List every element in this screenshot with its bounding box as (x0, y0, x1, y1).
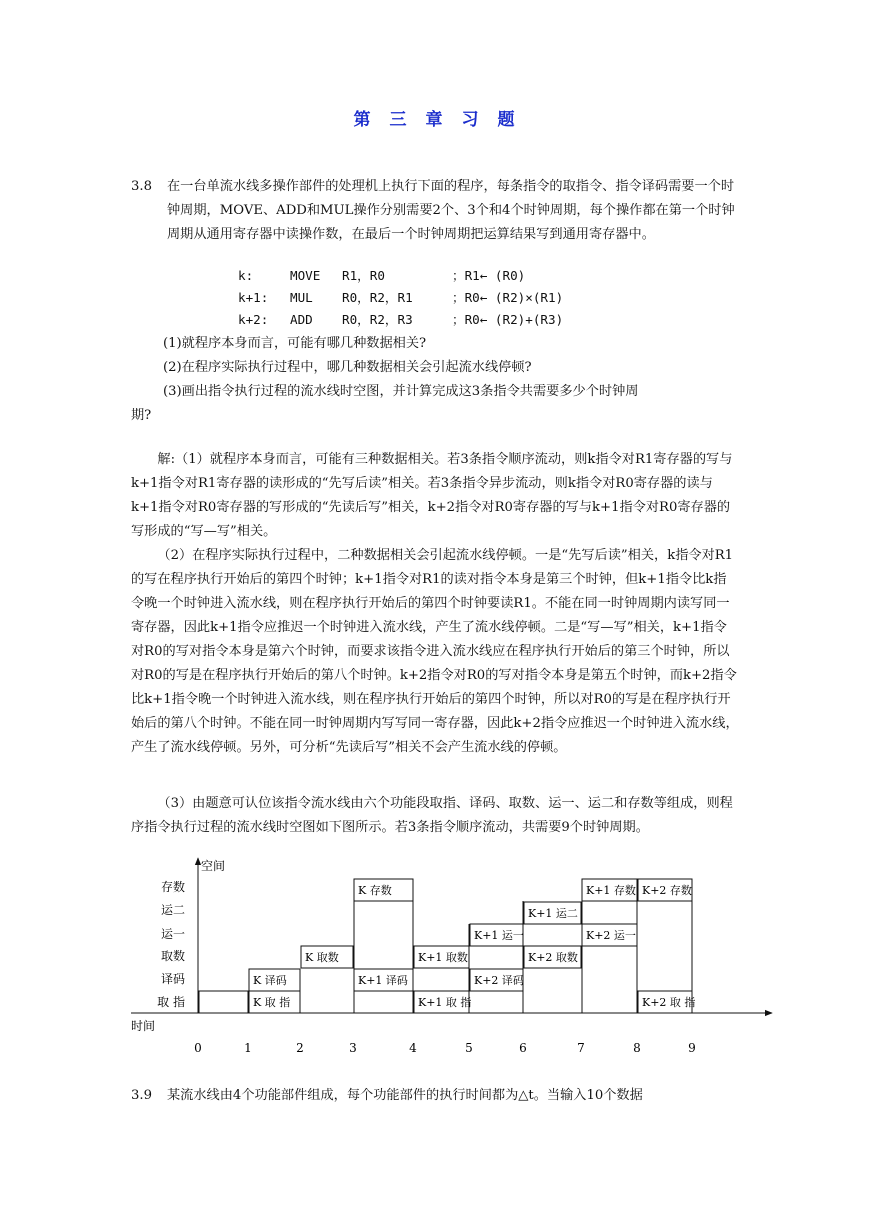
pipeline-block-label: K 译码 (253, 974, 287, 987)
answer-paragraph-1: 解:（1）就程序本身而言，可能有三种数据相关。若3条指令顺序流动，则k指令对R1寄存器的写与k+1指令对R1寄存器的读形成的“先写后读”相关。若3条指令异步流动，则k指令对R0寄存器的读与k+1指令对R0寄存器的写形成的“先读后写”相关，k+2指令对R0寄存器的写与k+1指令对R0寄存器的写形成的“写—写”相关。 (131, 452, 733, 539)
x-tick-label: 1 (244, 1041, 252, 1055)
pipeline-block-label: K+2 取 指 (642, 996, 696, 1009)
pipeline-block-label: K+2 译码 (474, 974, 524, 987)
question-number: 3.8 (131, 179, 152, 194)
x-tick-label: 0 (194, 1041, 202, 1055)
x-tick-label: 9 (688, 1041, 696, 1055)
program-line: k+1: MUL R0，R2，R1 ；R0← (R2)×(R1) (238, 290, 564, 305)
sub-question-2: (2)在程序实际执行过程中，哪几种数据相关会引起流水线停顿? (163, 360, 532, 375)
title-char: 习 (461, 110, 480, 130)
sub-question-3: (3)画出指令执行过程的流水线时空图，并计算完成这3条指令共需要多少个时钟周 (163, 384, 639, 399)
x-tick-label: 3 (349, 1041, 357, 1055)
stage-label: 取 指 (157, 995, 185, 1009)
question-text: 某流水线由4个功能部件组成，每个功能部件的执行时间都为△t。当输入10个数据 (167, 1088, 643, 1103)
title-char: 第 (353, 110, 372, 130)
program-line: k: MOVE R1，R0 ；R1← (R0) (238, 268, 526, 283)
title-char: 章 (425, 110, 444, 130)
stage-label: 取数 (160, 949, 185, 963)
pipeline-block-label: K 取数 (305, 951, 339, 964)
answer-paragraph-3: （3）由题意可认位该指令流水线由六个功能段取指、译码、取数、运一、运二和存数等组成，则程序指令执行过程的流水线时空图如下图所示。若3条指令顺序流动，共需要9个时钟周期。 (131, 796, 733, 835)
x-tick-label: 4 (409, 1041, 417, 1055)
sub-question-1: (1)就程序本身而言，可能有哪几种数据相关? (163, 336, 427, 351)
x-tick-label: 2 (296, 1041, 304, 1055)
question-number: 3.9 (131, 1088, 152, 1103)
x-tick-label: 7 (577, 1041, 585, 1055)
stage-label: 存数 (160, 880, 185, 894)
y-axis-label: 空间 (201, 859, 226, 873)
pipeline-block-label: K+1 存数 (586, 884, 636, 897)
pipeline-block-label: K+2 运一 (586, 929, 636, 942)
pipeline-block-label: K+1 取数 (418, 951, 468, 964)
pipeline-block-label: K+1 运一 (474, 929, 524, 942)
stage-label: 译码 (160, 972, 185, 986)
pipeline-block-label: K+1 译码 (358, 974, 408, 987)
title-char: 题 (497, 110, 516, 130)
question-stem: 在一台单流水线多操作部件的处理机上执行下面的程序，每条指令的取指令、指令译码需要一个时钟周期，MOVE、ADD和MUL操作分别需要2个、3个和4个时钟周期，每个操作都在第一个时钟周期从通用寄存器中读操作数，在最后一个时钟周期把运算结果写到通用寄存器中。 (167, 179, 735, 242)
x-tick-label: 8 (633, 1041, 641, 1055)
question-3-9 (131, 1084, 739, 1108)
sub-question-3-cont: 期? (131, 408, 152, 423)
pipeline-block-label: K+1 取 指 (418, 996, 472, 1009)
x-axis-label: 时间 (131, 1019, 156, 1033)
pipeline-block-label: K+2 取数 (528, 951, 578, 964)
stage-label: 运一 (160, 927, 185, 941)
pipeline-block-label: K 存数 (358, 884, 392, 897)
title-char: 三 (389, 110, 408, 130)
pipeline-block-label: K 取 指 (253, 996, 291, 1009)
x-tick-label: 6 (519, 1041, 527, 1055)
program-line: k+2: ADD R0，R2，R3 ；R0← (R2)+(R3) (238, 312, 564, 327)
x-tick-label: 5 (465, 1041, 473, 1055)
pipeline-block-label: K+1 运二 (528, 907, 578, 920)
pipeline-block-label: K+2 存数 (642, 884, 692, 897)
stage-label: 运二 (160, 903, 185, 917)
answer-paragraph-2: （2）在程序实际执行过程中，二种数据相关会引起流水线停顿。一是“先写后读”相关，k指令对R1的写在程序执行开始后的第四个时钟；k+1指令对R1的读对指令本身是第三个时钟，但k+1指令比k指令晚一个时钟进入流水线，则在程序执行开始后的第四个时钟要读R1。不能在同一时钟周期内读写同一寄存器，因此k+1指令应推迟一个时钟进入流水线，产生了流水线停顿。二是“写—写”相关，k+1指令对R0的写对指令本身是第六个时钟，而要求该指令进入流水线应在程序执行开始后的第三个时钟，所以对R0的写是在程序执行开始后的第八个时钟。k+2指令对R0的写对指令本身是第五个时钟，而k+2指令比k+1指令晚一个时钟进入流水线，则在程序执行开始后的第四个时钟，所以对R0的写是在程序执行开始后的第八个时钟。不能在同一时钟周期内写写同一寄存器，因此k+2指令应推迟一个时钟进入流水线，产生了流水线停顿。另外，可分析“先读后写”相关不会产生流水线的停顿。 (131, 548, 739, 755)
pipeline-block (199, 991, 248, 1013)
